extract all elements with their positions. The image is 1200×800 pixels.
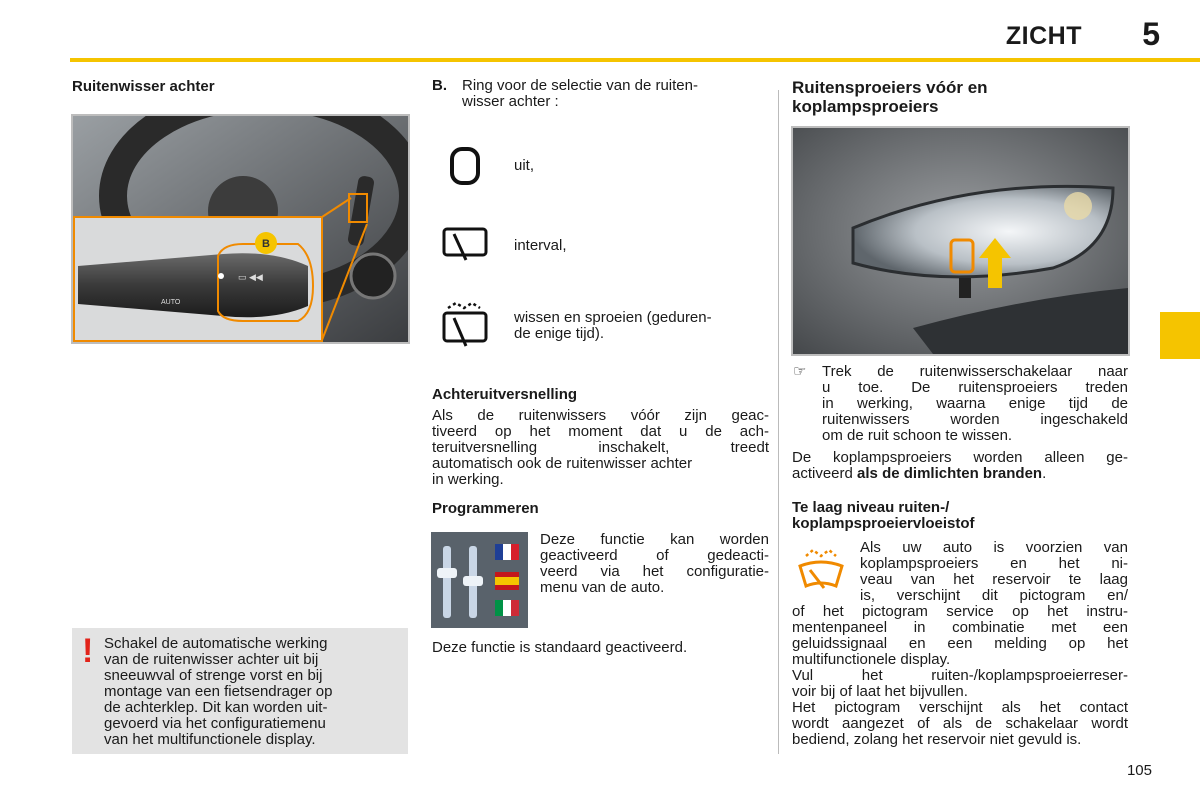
front-washers-heading: Ruitensproeiers vóór en koplampsproeiers — [792, 78, 988, 116]
page-title: ZICHT — [1005, 22, 1082, 50]
rear-wiper-heading: Ruitenwisser achter — [72, 78, 215, 95]
reverse-gear-text: Als de ruitenwissers vóór zijn geac- tiveerd op het moment dat u de ach- teruitversnelling inschakelt, treedt automatisch ook de ruitenwisser achter in werking. — [432, 407, 769, 488]
ring-label: B. — [432, 77, 447, 94]
wiper-washer-icon — [442, 300, 490, 352]
warning-exclamation-icon: ! — [82, 632, 94, 670]
auto-marking: AUTO — [161, 299, 181, 306]
low-level-heading: Te laag niveau ruiten-/ koplampsproeiervloeistof — [792, 499, 975, 532]
off-ring-icon — [448, 146, 484, 186]
chapter-number: 5 — [1142, 16, 1160, 52]
default-activated-text: Deze functie is standaard geactiveerd. — [432, 639, 688, 656]
chapter-tab — [1160, 312, 1200, 359]
low-level-text-indent: Als uw auto is voorzien van koplampsproeiers en het ni- veau van het reservoir te laag is, verschijnt dit pictogram en/ — [860, 539, 1128, 604]
headlamp-washer-photo — [791, 126, 1130, 356]
programming-heading: Programmeren — [432, 500, 539, 517]
wiper-interval-icon — [442, 226, 490, 266]
note-hand-icon: ☞ — [793, 363, 807, 380]
page-number: 105 — [1126, 762, 1152, 779]
pull-lever-text: Trek de ruitenwisserschakelaar naar u toe. De ruitensproeiers treden in werking, waarna enige tijd de ruitenwissers worden ingeschakeld om de ruit schoon te wissen. — [822, 363, 1128, 444]
reverse-gear-heading: Achteruitversnelling — [432, 386, 578, 403]
column-divider — [778, 90, 779, 754]
header-rule — [70, 58, 1200, 62]
headlamp-washer-note: De koplampsproeiers worden alleen ge- activeerd als de dimlichten branden. — [792, 449, 1128, 482]
low-washer-fluid-icon — [796, 546, 846, 592]
programming-text: Deze functie kan worden geactiveerd of gedeacti- veerd via het configuratie- menu van de auto. — [540, 531, 769, 596]
figure-label-b: B — [262, 238, 270, 250]
option-interval-text: interval, — [514, 237, 567, 254]
ring-description: Ring voor de selectie van de ruiten- wisser achter : — [462, 77, 698, 110]
svg-text:▭ ◀◀: ▭ ◀◀ — [238, 272, 263, 282]
low-level-text: of het pictogram service op het instru- mentenpaneel in combinatie met een geluidssignaal en een melding op het multifunctionele display. Vul het ruiten-/koplampsproeierreser- voir bij of laat het bijvullen. Het pictogram verschijnt als het contact wordt aangezet of als de schakelaar wordt bediend, zolang het reservoir niet gevuld is. — [792, 603, 1128, 748]
config-menu-thumbnail — [431, 532, 528, 628]
warning-box — [72, 628, 408, 754]
option-off-text: uit, — [514, 157, 535, 174]
warning-text: Schakel de automatische werking van de ruitenwisser achter uit bij sneeuwval of strenge vorst en bij montage van een fietsendrager op de achterklep. Dit kan worden uit- gevoerd via het configuratiemenu van het multifunctionele display. — [104, 635, 333, 748]
option-wash-text: wissen en sproeien (geduren- de enige tijd). — [514, 309, 712, 342]
wiper-stalk-photo — [71, 114, 410, 344]
